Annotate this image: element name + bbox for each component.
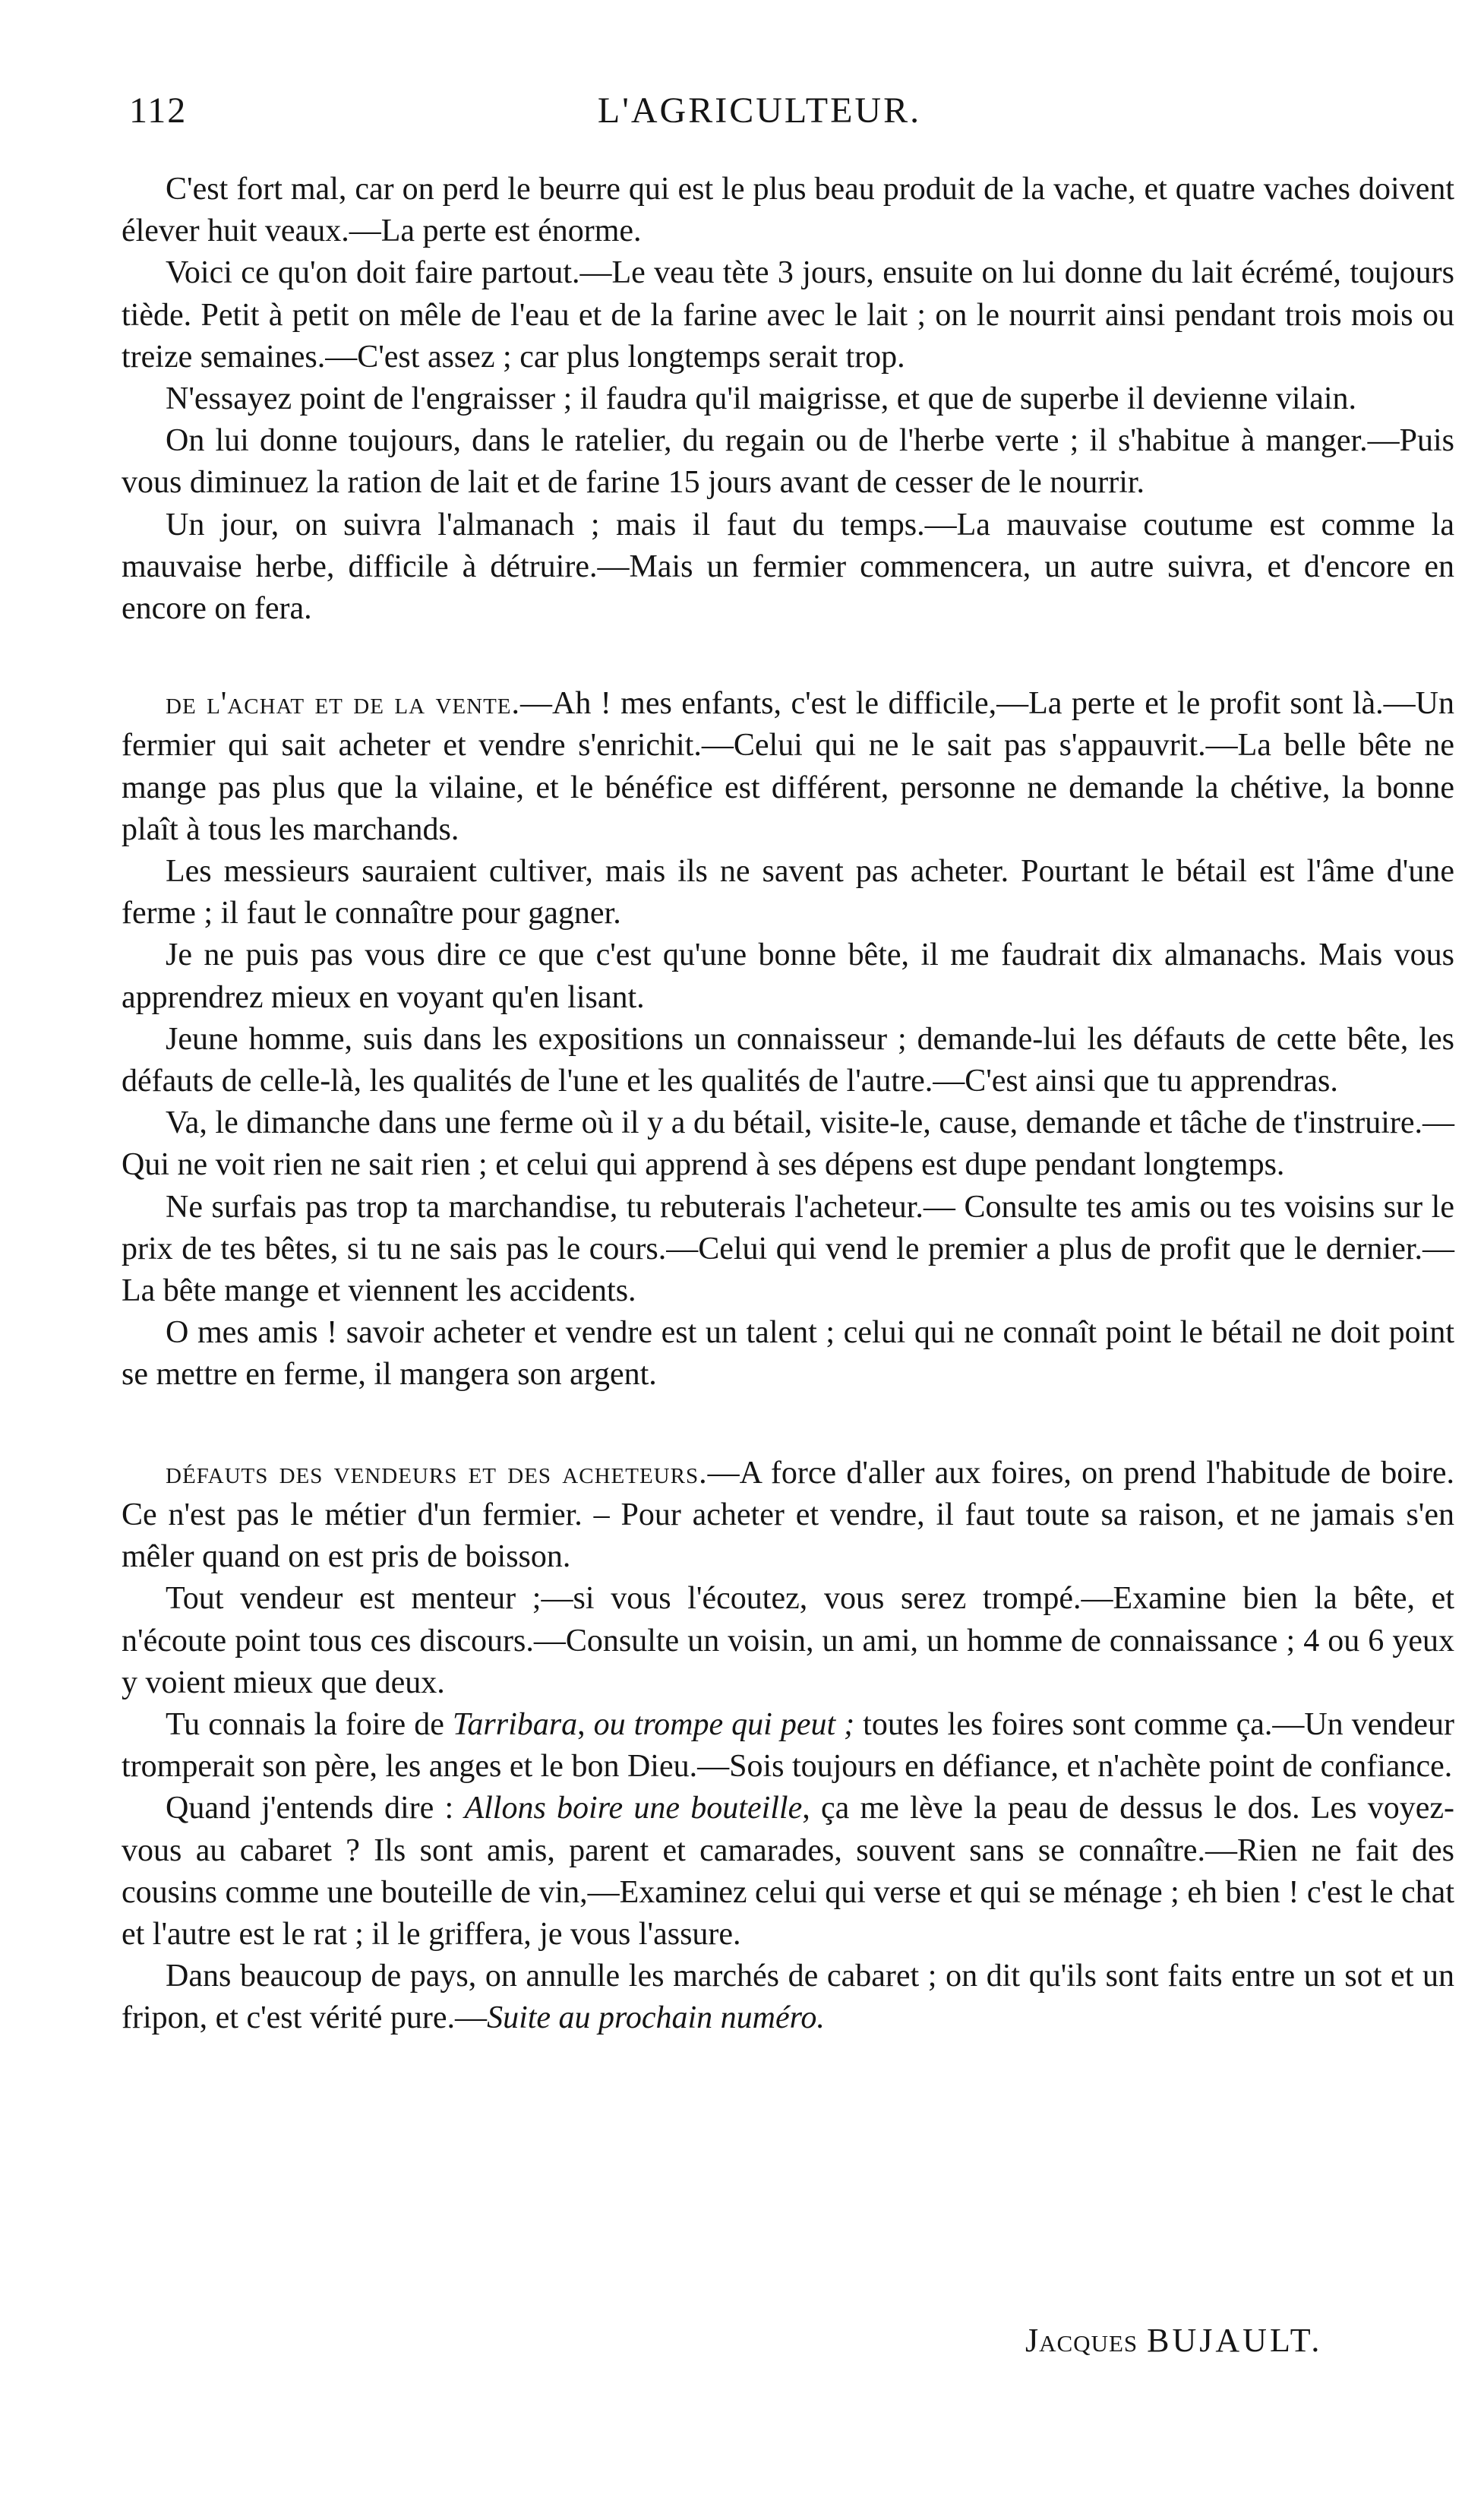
paragraph: Voici ce qu'on doit faire partout.—Le veau tète 3 jours, ensuite on lui donne du lait écrémé, toujours tiède. Petit à petit on mêle de l'eau et de la farine avec le lait ; on le nourrit ainsi pendant trois mois ou treize semaines.—C'est assez ; car plus longtemps serait trop. bbox=[122, 255, 1454, 375]
paragraph: On lui donne toujours, dans le ratelier, du regain ou de l'herbe verte ; il s'habitue à manger.—Puis vous diminuez la ration de lait et de farine 15 jours avant de cesser de le nourrir. bbox=[122, 423, 1454, 501]
paragraph-text: toutes les foires sont comme ça.—Un vendeur tromperait son père, les anges et le bon Dieu.—Sois toujours en défiance, et n'achète point de confiance. bbox=[122, 1706, 1454, 1785]
section-heading: de l'achat et de la vente. bbox=[166, 686, 520, 722]
paragraph-text: Dans beaucoup de pays, on annulle les marchés de cabaret ; on dit qu'ils sont faits entre un sot et un fripon, et c'est vérité pure.— bbox=[122, 1959, 1454, 2036]
page-header bbox=[129, 90, 1390, 143]
paragraph: Tout vendeur est menteur ;—si vous l'écoutez, vous serez trompé.—Examine bien la bête, et n'écoute point tous ces discours.—Consulte un voisin, un ami, un homme de connaissance ; 4 ou 6 yeux y voient mieux que deux. bbox=[122, 1581, 1454, 1700]
paragraph-text: —Ah ! mes enfants, c'est le difficile,—La perte et le profit sont là.—Un fermier qui sait acheter et vendre s'enrichit.—Celui qui ne le sait pas s'appauvrit.—La belle bête ne mange pas plus que la vilaine, et le bénéfice est différent, personne ne demande la chétive, la bonne plaît à tous les marchands. bbox=[122, 686, 1454, 847]
section-paragraph bbox=[122, 683, 1454, 851]
running-title: L'AGRICULTEUR. bbox=[597, 90, 922, 131]
paragraph bbox=[122, 1704, 1454, 1788]
paragraph: Les messieurs sauraient cultiver, mais ils ne savent pas acheter. Pourtant le bétail est l'âme d'une ferme ; il faut le connaître pour gagner. bbox=[122, 854, 1454, 931]
paragraph-text: , ça me lève la peau de dessus le dos. Les voyez-vous au cabaret ? Ils sont amis, parent et camarades, souvent sans se connaître.—Rien ne fait des cousins comme une bouteille de vin,—Examinez celui qui verse et qui se ménage ; eh bien ! c'est le chat et l'autre est le rat ; il le griffera, je vous l'assure. bbox=[122, 1791, 1454, 1952]
continuation-note: Suite au prochain numéro. bbox=[487, 2000, 825, 2036]
paragraph-text: , bbox=[577, 1706, 594, 1742]
paragraph bbox=[122, 1788, 1454, 1956]
article-body bbox=[122, 169, 1454, 2040]
paragraph: Je ne puis pas vous dire ce que c'est qu'une bonne bête, il me faudrait dix almanachs. Mais vous apprendrez mieux en voyant qu'en lisant. bbox=[122, 937, 1454, 1015]
section-paragraph bbox=[122, 1453, 1454, 1579]
paragraph-text: Tu connais la foire de bbox=[166, 1706, 453, 1742]
italic-text: ou trompe qui peut ; bbox=[593, 1706, 855, 1742]
paragraph: O mes amis ! savoir acheter et vendre est un talent ; celui qui ne connaît point le bétail ne doit point se mettre en ferme, il mangera son argent. bbox=[122, 1315, 1454, 1393]
section-heading: défauts des vendeurs et des acheteurs. bbox=[166, 1455, 708, 1491]
page-number: 112 bbox=[129, 90, 188, 131]
author-signature bbox=[1025, 2321, 1322, 2360]
paragraph-text: Quand j'entends dire : bbox=[166, 1791, 465, 1826]
author-first-name: Jacques bbox=[1025, 2322, 1138, 2359]
paragraph: Un jour, on suivra l'almanach ; mais il faut du temps.—La mauvaise coutume est comme la mauvaise herbe, difficile à détruire.—Mais un fermier commencera, un autre suivra, et d'encore en encore on fera. bbox=[122, 507, 1454, 627]
italic-text: Tarribara bbox=[452, 1706, 578, 1742]
paragraph: Jeune homme, suis dans les expositions un connaisseur ; demande-lui les défauts de cette bête, les défauts de celle-là, les qualités de l'une et les qualités de l'autre.—C'est ainsi que tu apprendras. bbox=[122, 1021, 1454, 1099]
paragraph: Va, le dimanche dans une ferme où il y a du bétail, visite-le, cause, demande et tâche de t'instruire.—Qui ne voit rien ne sait rien ; et celui qui apprend à ses dépens est dupe pendant longtemps. bbox=[122, 1105, 1454, 1183]
paragraph: Ne surfais pas trop ta marchandise, tu rebuterais l'acheteur.— Consulte tes amis ou tes voisins sur le prix de tes bêtes, si tu ne sais pas le cours.—Celui qui vend le premier a plus de profit que le dernier.—La bête mange et viennent les accidents. bbox=[122, 1189, 1454, 1309]
paragraph: C'est fort mal, car on perd le beurre qui est le plus beau produit de la vache, et quatre vaches doivent élever huit veaux.—La perte est énorme. bbox=[122, 172, 1454, 249]
author-last-name: BUJAULT. bbox=[1147, 2322, 1323, 2359]
paragraph: N'essayez point de l'engraisser ; il faudra qu'il maigrisse, et que de superbe il devienne vilain. bbox=[166, 381, 1357, 417]
paragraph-text: —A force d'aller aux foires, on prend l'habitude de boire. Ce n'est pas le métier d'un fermier. – Pour acheter et vendre, il faut toute sa raison, et ne jamais s'en mêler quand on est pris de boisson. bbox=[122, 1455, 1455, 1575]
paragraph bbox=[122, 1956, 1454, 2039]
italic-text: Allons boire une bouteille bbox=[464, 1791, 803, 1826]
